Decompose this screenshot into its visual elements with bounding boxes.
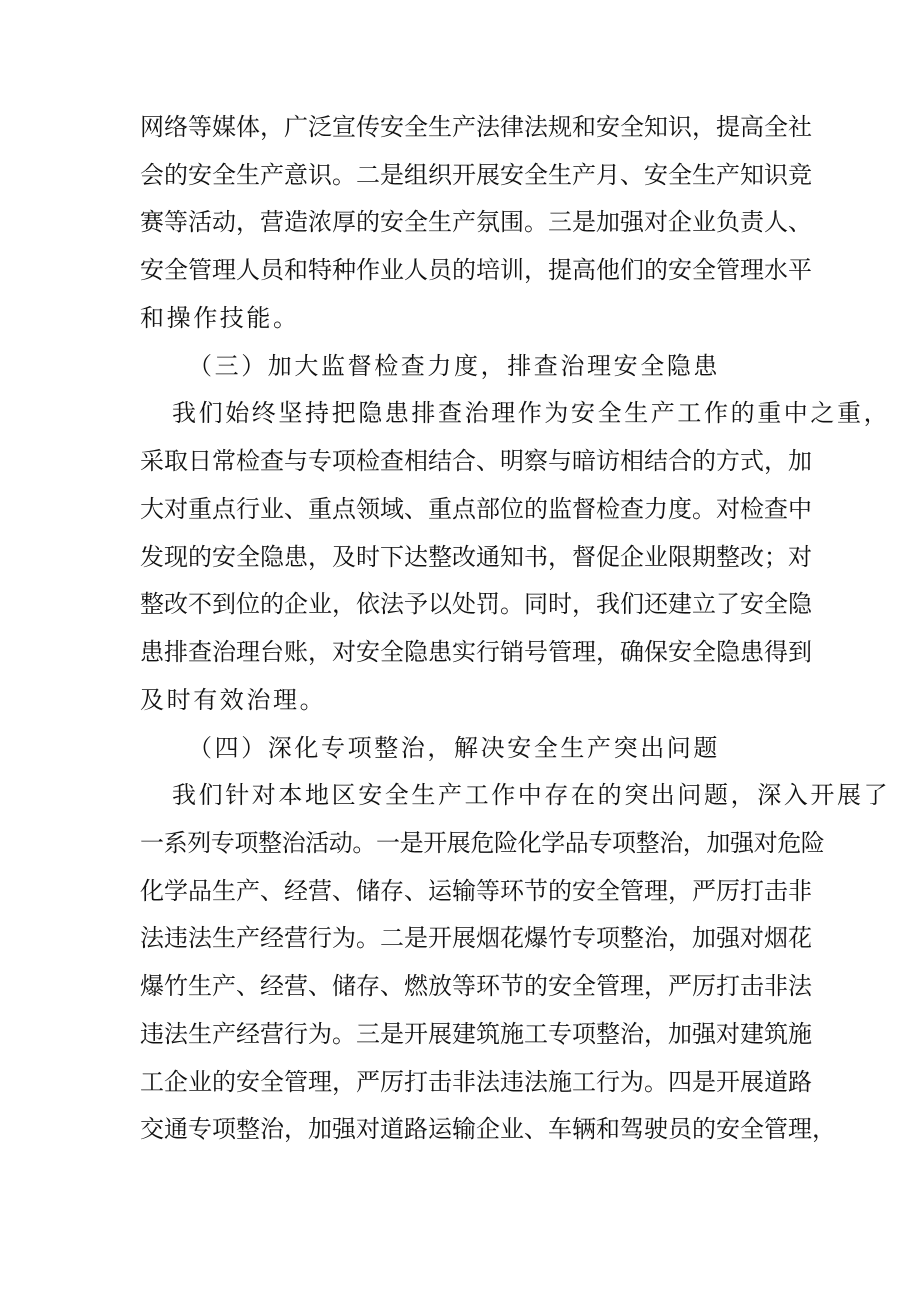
body-text-line: 发现的安全隐患，及时下达整改通知书，督促企业限期整改；对	[140, 543, 812, 571]
body-text-line: 网络等媒体，广泛宣传安全生产法律法规和安全知识，提高全社	[140, 113, 812, 141]
body-text-line: 及时有效治理。	[140, 686, 327, 714]
body-text-line: 安全管理人员和特种作业人员的培训，提高他们的安全管理水平	[140, 256, 812, 284]
body-text-line: 患排查治理台账，对安全隐患实行销号管理，确保安全隐患得到	[140, 638, 812, 666]
body-text-line: 我们针对本地区安全生产工作中存在的突出问题，深入开展了	[172, 781, 891, 809]
body-text-line: 爆竹生产、经营、储存、燃放等环节的安全管理，严厉打击非法	[140, 972, 812, 1000]
body-text-line: 会的安全生产意识。二是组织开展安全生产月、安全生产知识竞	[140, 161, 812, 189]
body-text-line: 大对重点行业、重点领域、重点部位的监督检查力度。对检查中	[140, 495, 812, 523]
body-text-line: 违法生产经营行为。三是开展建筑施工专项整治，加强对建筑施	[140, 1020, 812, 1048]
body-text-line: 法违法生产经营行为。二是开展烟花爆竹专项整治，加强对烟花	[140, 924, 812, 952]
body-text-line: 整改不到位的企业，依法予以处罚。同时，我们还建立了安全隐	[140, 590, 812, 618]
section-heading-3: （三）加大监督检查力度，排查治理安全隐患	[188, 352, 720, 380]
body-text-line: 赛等活动，营造浓厚的安全生产氛围。三是加强对企业负责人、	[140, 208, 812, 236]
body-text-line: 化学品生产、经营、储存、运输等环节的安全管理，严厉打击非	[140, 877, 812, 905]
body-text-line: 我们始终坚持把隐患排查治理作为安全生产工作的重中之重，	[172, 399, 891, 427]
body-text-line: 和操作技能。	[140, 304, 300, 332]
body-text-line: 交通专项整治，加强对道路运输企业、车辆和驾驶员的安全管理，	[140, 1115, 836, 1143]
section-heading-4: （四）深化专项整治，解决安全生产突出问题	[188, 734, 720, 762]
body-text-line: 一系列专项整治活动。一是开展危险化学品专项整治，加强对危险	[140, 829, 825, 857]
body-text-line: 工企业的安全管理，严厉打击非法违法施工行为。四是开展道路	[140, 1068, 812, 1096]
body-text-line: 采取日常检查与专项检查相结合、明察与暗访相结合的方式，加	[140, 447, 812, 475]
